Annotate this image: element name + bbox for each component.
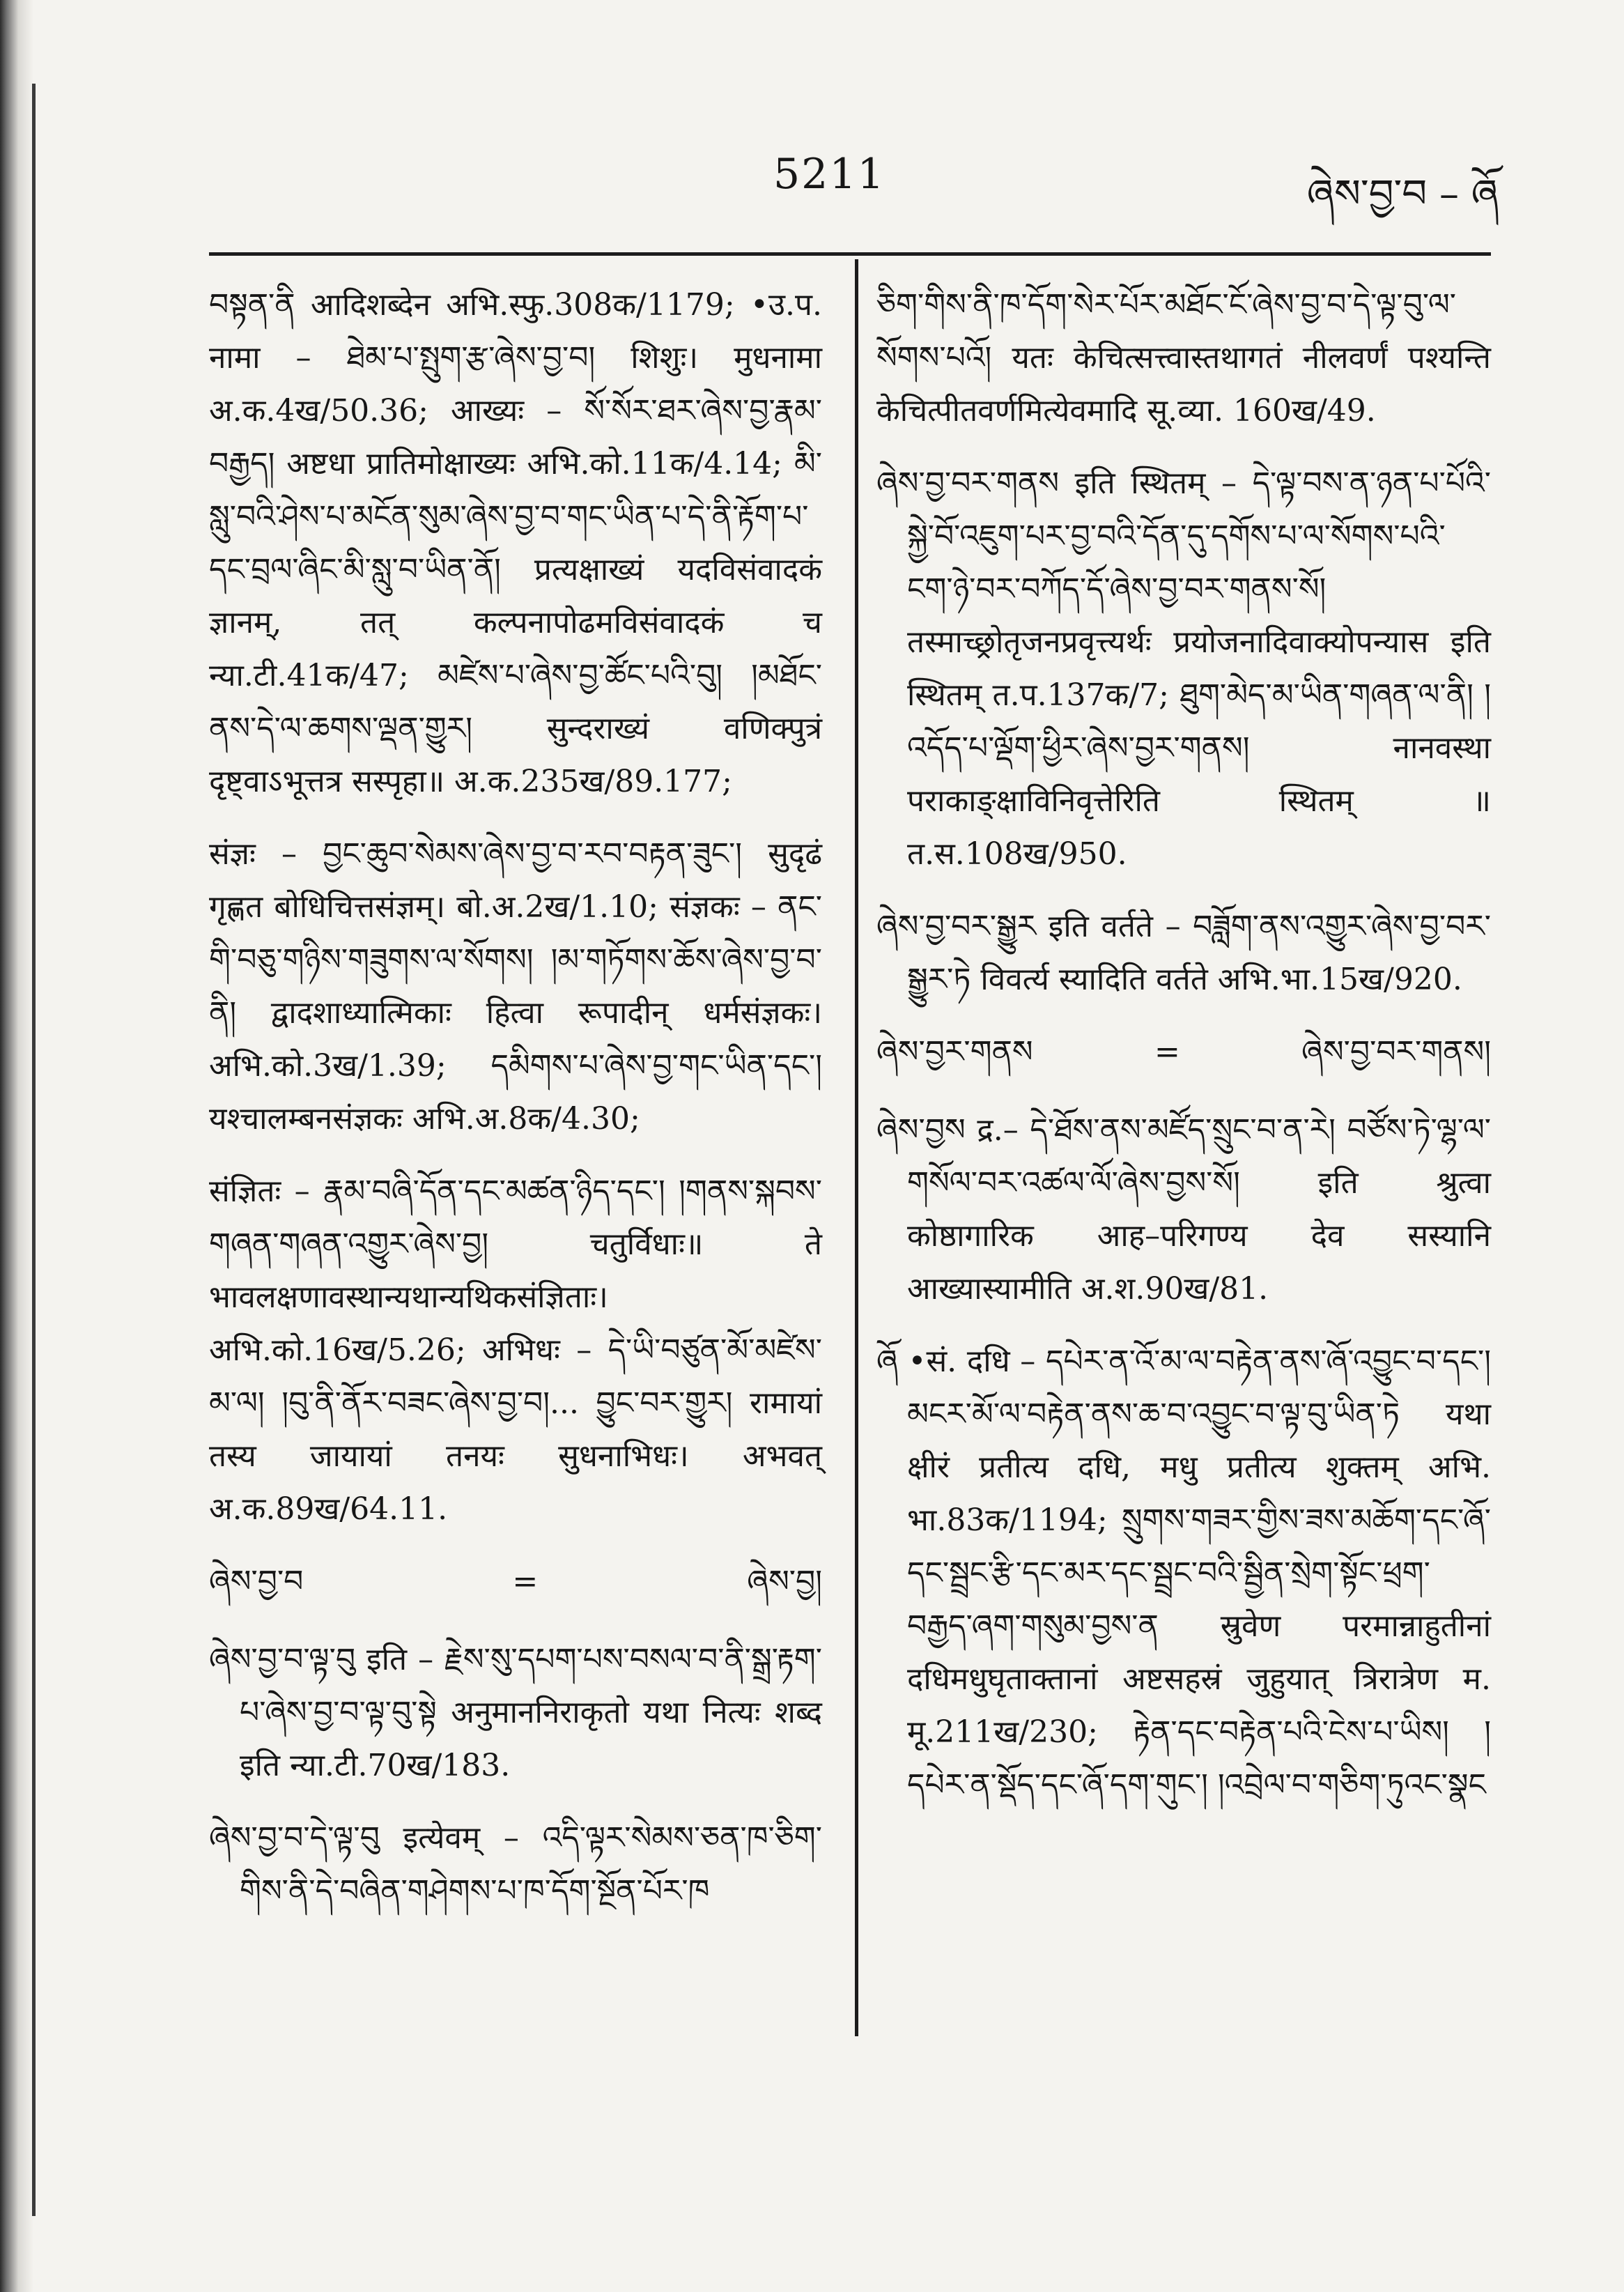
column-divider [855, 259, 858, 2036]
entry-body: •सं. दधि – དཔེར་ན་འོ་མ་ལ་བརྟེན་ནས་ཞོ་འབྱུང་བ་དང་། མངར་མོ་ལ་བརྟེན་ནས་ཆ་བ་འབྱུང་བ་ལྟ་བུ་ཡིན་ཏེ यथा क्षीरं प्रतीत्य दधि, मधु प्रतीत्य शुक्तम् अभि. भा.83क/1194; སྲུགས་གཟར་གྱིས་ཟས་མཆོག་དང་ཞོ་དང་སྦྲང་རྩི་དང་མར་དང་སྦྲང་བའི་སྦྱིན་སྲེག་སྟོང་ཕྲག་བརྒྱད་ཞག་གསུམ་བྱས་ན स्रुवेण परमान्नाहुतीनां दधिमधुघृताक्तानां अष्टसहस्रं जुहुयात् त्रिरात्रेण म. मू.211ख/230; རྟེན་དང་བརྟེན་པའི་ངེས་པ་ཡིས། །དཔེར་ན་སྡོད་དང་ཞོ་དག་གུང་། །འབྲེལ་བ་གཅིག་ཏུའང་སྣང [907, 1344, 1491, 1803]
scan-margin-shadow [0, 0, 33, 2292]
binding-line [32, 84, 36, 2216]
dictionary-entry [876, 1335, 1491, 1812]
right-column [876, 279, 1491, 1831]
left-column [209, 279, 822, 1937]
right-continuation: ཅིག་གིས་ནི་ཁ་དོག་སེར་པོར་མཐོང་ངོ་ཞེས་བྱ་བ་དེ་ལྟ་བུ་ལ་སོགས་པའོ། यतः केचित्सत्त्वास्तथागतं नीलवर्णं पश्यन्ति केचित्पीतवर्णमित्येवमादि सू.व्या. 160ख/49. [876, 287, 1491, 429]
xref-term: ཞེས་བྱར་གནས [876, 1034, 1033, 1070]
entry-headword: ཞོ [876, 1344, 898, 1379]
entry-headword: ཞེས་བྱ་བ་ལྟ་བུ [209, 1642, 356, 1677]
xref-equals: = [512, 1564, 539, 1599]
xref-target: ཞེས་བྱ། [747, 1564, 822, 1599]
cross-reference [209, 1555, 822, 1608]
dictionary-entry [209, 1812, 822, 1918]
left-paragraph-1: བསྟན་ནི आदिशब्देन अभि.स्फु.308क/1179; •उ.प. नामा – ཐེམ་པ་སྤུག་རྩ་ཞེས་བྱ་བ། शिशुः। मुधनामा अ.क.4ख/50.36; आख्यः – སོ་སོར་ཐར་ཞེས་བྱ་རྣམ་བརྒྱད། अष्टधा प्रातिमोक्षाख्यः अभि.को.11क/4.14; མི་སླུ་བའི་ཤེས་པ་མངོན་སུམ་ཞེས་བྱ་བ་གང་ཡིན་པ་དེ་ནི་རྟོག་པ་དང་བྲལ་ཞིང་མི་སླུ་བ་ཡིན་ནོ། प्रत्यक्षाख्यं यदविसंवादकं ज्ञानम्, तत् कल्पनापोढमविसंवादकं च न्या.टी.41क/47; མཛེས་པ་ཞེས་བྱ་ཚོང་པའི་བུ། །མཐོང་ནས་དེ་ལ་ཆགས་ལྡན་གྱུར། सुन्दराख्यं वणिक्पुत्रं दृष्ट्वाऽभूत्तत्र सस्पृहा॥ अ.क.235ख/89.177; [209, 287, 822, 799]
dictionary-entry [876, 457, 1491, 881]
dictionary-entry [876, 1104, 1491, 1316]
page-number: 5211 [773, 150, 886, 199]
entry-headword: ཞེས་བྱ་བ་དེ་ལྟ་བུ [209, 1820, 380, 1856]
dictionary-entry [876, 900, 1491, 1006]
entry-headword: ཞེས་བྱས [876, 1112, 966, 1148]
xref-term: ཞེས་བྱ་བ [209, 1564, 304, 1599]
left-paragraph-3: संज्ञितः – རྣམ་བཞི་དོན་དང་མཚན་ཉིད་དང་། །གནས་སྐབས་གཞན་གཞན་འགྱུར་ཞེས་བྱ། चतुर्विधाः॥ ते भावलक्षणावस्थान्यथान्यथिकसंज्ञिताः। अभि.को.16ख/5.26; अभिधः – དེ་ཡི་བཙུན་མོ་མཛེས་མ་ལ། །བུ་ནི་ནོར་བཟང་ཞེས་བྱ་བ།... བྱུང་བར་གྱུར། रामायां तस्य जायायां तनयः सुधनाभिधः। अभवत् अ.क.89ख/64.11. [209, 1174, 822, 1527]
running-head: ཞེས་བྱ་བ – ཞོ [1306, 171, 1499, 217]
entry-body: इति वर्तते – བཟློག་ནས་འགྱུར་ཞེས་བྱ་བར་སྒྱུར་ཏེ विवर्त्य स्यादिति वर्तते अभि.भा.15ख/920. [907, 909, 1491, 997]
xref-target: ཞེས་བྱ་བར་གནས། [1301, 1034, 1491, 1070]
header-rule [209, 252, 1491, 256]
entry-body: इति – རྗེས་སུ་དཔག་པས་བསལ་བ་ནི་སྒྲ་རྟག་པ་ཞེས་བྱ་བ་ལྟ་བུ་སྟེ अनुमाननिराकृतो यथा नित्यः शब्द इति न्या.टी.70ख/183. [240, 1642, 822, 1783]
entry-body: इति स्थितम् – དེ་ལྟ་བས་ན་ཉན་པ་པོའི་སྐྱེ་བོ་འཇུག་པར་བྱ་བའི་དོན་དུ་དགོས་པ་ལ་སོགས་པའི་ངག་ཉེ་བར་བཀོད་དོ་ཞེས་བྱ་བར་གནས་སོ། तस्माच्छ्रोतृजनप्रवृत्त्यर्थः प्रयोजनादिवाक्योपन्यास इति स्थितम् त.प.137क/7; ཐུག་མེད་མ་ཡིན་གཞན་ལ་ནི། །འདོད་པ་ལྡོག་ཕྱིར་ཞེས་བྱར་གནས། नानवस्था पराकाङ्क्षाविनिवृत्तेरिति स्थितम् ॥ त.स.108ख/950. [907, 466, 1491, 872]
left-paragraph-2: संज्ञः – བྱང་ཆུབ་སེམས་ཞེས་བྱ་བ་རབ་བརྟན་ཟུང་། सुदृढं गृह्णत बोधिचित्तसंज्ञम्। बो.अ.2ख/1.10; संज्ञकः – ནང་གི་བཅུ་གཉིས་གཟུགས་ལ་སོགས། །མ་གཏོགས་ཆོས་ཞེས་བྱ་བ་ནི། द्वादशाध्यात्मिकाः हित्वा रूपादीन् धर्मसंज्ञकः। अभि.को.3ख/1.39; དམིགས་པ་ཞེས་བྱ་གང་ཡིན་དང་། यश्चालम्बनसंज्ञकः अभि.अ.8क/4.30; [209, 836, 822, 1137]
entry-body: द्र.– དེ་ཐོས་ནས་མཛོད་སྲུང་བ་ན་རེ། བཙོས་ཏེ་ལྷ་ལ་གསོལ་བར་འཚལ་ལོ་ཞེས་བྱས་སོ། इति श्रुत्वा कोष्ठागारिक आह–परिगण्य देव सस्यानि आख्यास्यामीति अ.श.90ख/81. [907, 1112, 1491, 1307]
entry-headword: ཞེས་བྱ་བར་སྒྱུར [876, 909, 1037, 944]
dictionary-entry [209, 1633, 822, 1792]
entry-headword: ཞེས་བྱ་བར་གནས [876, 466, 1060, 501]
cross-reference [876, 1026, 1491, 1079]
entry-body: इत्येवम् – འདི་ལྟར་སེམས་ཅན་ཁ་ཅིག་གིས་ནི་དེ་བཞིན་གཤེགས་པ་ཁ་དོག་སྔོན་པོར་ཁ [240, 1820, 822, 1909]
xref-equals: = [1154, 1034, 1180, 1070]
